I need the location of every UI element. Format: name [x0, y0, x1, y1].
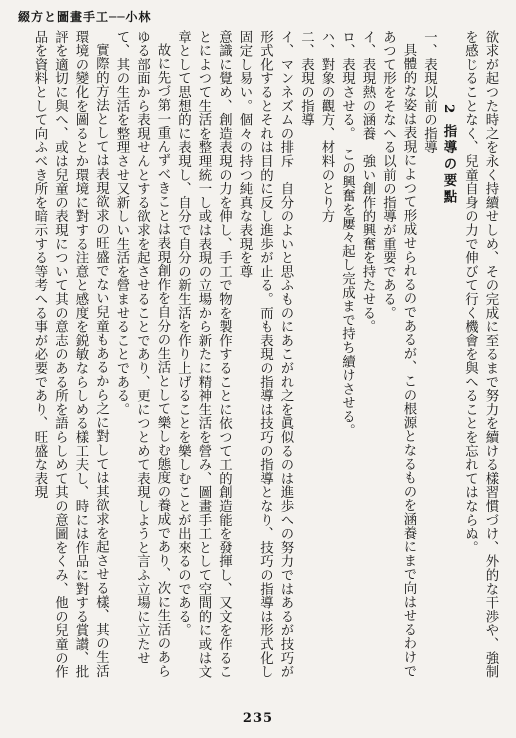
item-1-sub-i: イ、表現熱の涵養 強い創作的興奮を持たせる。 — [360, 30, 375, 334]
top-continuation: 欲求が起つた時之を永く持續せしめ、その完成に至るまで努力を續ける樣習慣づけ、外的な干渉や、強制を感じることなく、兒童自身の力で伸びて行く機會を與へることを忘れてはならぬ。 — [462, 30, 498, 679]
bottom-paragraph-1: 意識に覺め、創造表現の力を伸し、手工で物を製作することに依つて工的創造能を發揮し、又文を作ることによつて生活を整理統一し或は表現の立場から新たに精神生活を營み、圖畫手工として空間的に或は文章として思想的に表現し、自分で自分の新生活を作り上げることを樂しむことが出來るのである。 — [175, 30, 232, 679]
bottom-paragraph-3: 實際的方法としては表現欲求の旺盛でない兒童もあるから之に對しては其欲求を起させる樣、其の生活環境の變化を圖るとか環境に對する注意と感度を鋭敏ならしめる樣工夫し、時には作品に對する賞讃、批評を適切に與へ、或は兒童の表現について其の意志のある所を語らしめて其の意圖をくみ、他の兒童の作品を資料として向ふべき所を暗示する等考へる事が必要であり、旺盛な表現 — [32, 30, 109, 679]
item-1-sub-ha: ハ、對象の觀方、材料のとり方 — [319, 30, 334, 224]
item-1-sub-ro: ロ、表現させる。 この興奮を屢々起し完成まで持ち續けさせる。 — [339, 30, 355, 438]
running-header: 綴方と圖畫手工──小林 — [18, 10, 152, 24]
page-number: 235 — [242, 711, 274, 726]
vertical-body-text — [12, 30, 500, 685]
item-1-title: 一、表現以前の指導 — [421, 30, 437, 155]
item-1-body: 具體的な姿は表現によつて形成せられるのであるが、この根源となるものを涵養にまで向はせるわけであつて形をそなへる以前の指導が重要である。 — [380, 30, 416, 679]
item-2-title: 二、表現の指導 — [298, 30, 314, 127]
bottom-paragraph-2: 故に先づ第一重んずべきことは表現創作を自分の生活として樂しむ態度の養成であり、次に生活のあらゆる部面から表現せんとする欲求を起させることであり、更につとめて表現しようと言ふ立場に立たせて、其の生活を整理させ又新しい生活を營ませることである。 — [114, 30, 170, 679]
section-heading: 2 指導の要點 — [441, 103, 457, 206]
item-2-sub-i: イ、マンネズムの排斥 自分のよいと思ふものにあこがれ之を眞似るのは進歩への努力ではあるが技巧が形式化するとそれは目的に反し進歩が止る。而も表現の指導は技巧の指導となり、技巧の指導は形式化し固定し易い。個々の持つ純真な表現を尊 — [237, 30, 293, 679]
